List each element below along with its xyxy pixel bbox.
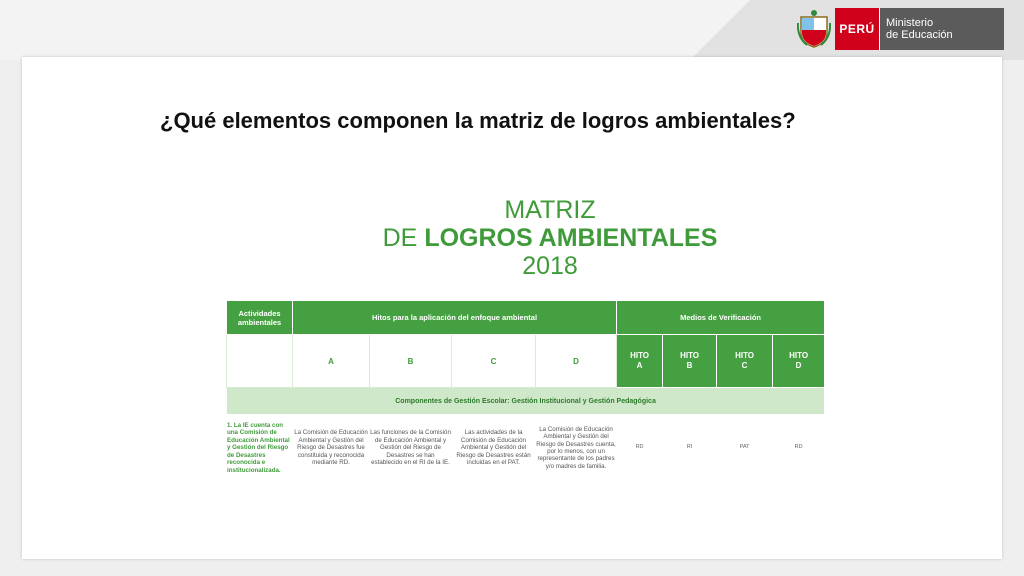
hito-letter-c: C <box>452 335 536 388</box>
hito-a-cell: La Comisión de Educación Ambiental y Gestión del Riesgo de Desastres fue constituida y reconocida mediante RD. <box>293 415 370 482</box>
minedu-logo <box>796 8 1004 50</box>
hito-c-bottom: C <box>741 361 748 370</box>
hito-d-bottom: D <box>795 361 802 370</box>
medio-hito-a <box>617 335 663 388</box>
hito-letter-b: B <box>370 335 452 388</box>
table-row <box>227 415 825 482</box>
slide-question: ¿Qué elementos componen la matriz de logros ambientales? <box>160 108 796 133</box>
medio-c-cell: PAT <box>717 415 773 482</box>
medio-d-cell: RD <box>773 415 825 482</box>
hito-a-top: HITO <box>630 351 650 360</box>
peru-label: PERÚ <box>835 8 879 50</box>
hito-letter-a: A <box>293 335 370 388</box>
medio-a-cell: RD <box>617 415 663 482</box>
hito-letter-d: D <box>536 335 617 388</box>
matrix-title-prefix: DE <box>382 224 425 252</box>
ministry-line1: Ministerio <box>886 17 934 29</box>
component-row <box>227 388 825 415</box>
hito-b-top: HITO <box>680 351 700 360</box>
hito-b-bottom: B <box>686 361 693 370</box>
medio-hito-d <box>773 335 825 388</box>
table-header-row <box>227 301 825 335</box>
matrix-table <box>226 300 825 482</box>
medio-hito-b <box>663 335 717 388</box>
medio-hito-c <box>717 335 773 388</box>
component-label: Componentes de Gestión Escolar: Gestión Institucional y Gestión Pedagógica <box>227 388 825 415</box>
col-hitos: Hitos para la aplicación del enfoque ambiental <box>293 301 617 335</box>
ministry-line2: de Educación <box>886 29 953 41</box>
subheader-blank <box>227 335 293 388</box>
table-subheader-row <box>227 335 825 388</box>
matrix-title <box>320 196 780 280</box>
matrix-title-year: 2018 <box>522 252 578 280</box>
hito-c-cell: Las actividades de la Comisión de Educación Ambiental y Gestión del Riesgo de Desastres están incluidas en el PAT. <box>452 415 536 482</box>
matrix-title-bold: LOGROS AMBIENTALES <box>424 224 718 252</box>
matrix-title-line1: MATRIZ <box>504 196 596 224</box>
hito-b-cell: Las funciones de la Comisión de Educación Ambiental y Gestión del Riesgo de Desastres se han establecido en el RI de la IE. <box>370 415 452 482</box>
hito-a-bottom: A <box>636 361 643 370</box>
hito-d-cell: La Comisión de Educación Ambiental y Gestión del Riesgo de Desastres cuenta, por lo menos, con un representante de los padres y/o madres de familia. <box>536 415 617 482</box>
col-actividades: Actividades ambientales <box>227 301 293 335</box>
hito-d-top: HITO <box>789 351 809 360</box>
col-medios: Medios de Verificación <box>617 301 825 335</box>
actividad-cell: 1. La IE cuenta con una Comisión de Educación Ambiental y Gestión del Riesgo de Desastres reconocida e institucionalizada. <box>227 415 293 482</box>
matrix-title-line2 <box>320 224 780 252</box>
peru-coat-of-arms-icon <box>796 8 832 50</box>
medio-b-cell: RI <box>663 415 717 482</box>
ministry-label <box>879 8 1004 50</box>
hito-c-top: HITO <box>735 351 755 360</box>
